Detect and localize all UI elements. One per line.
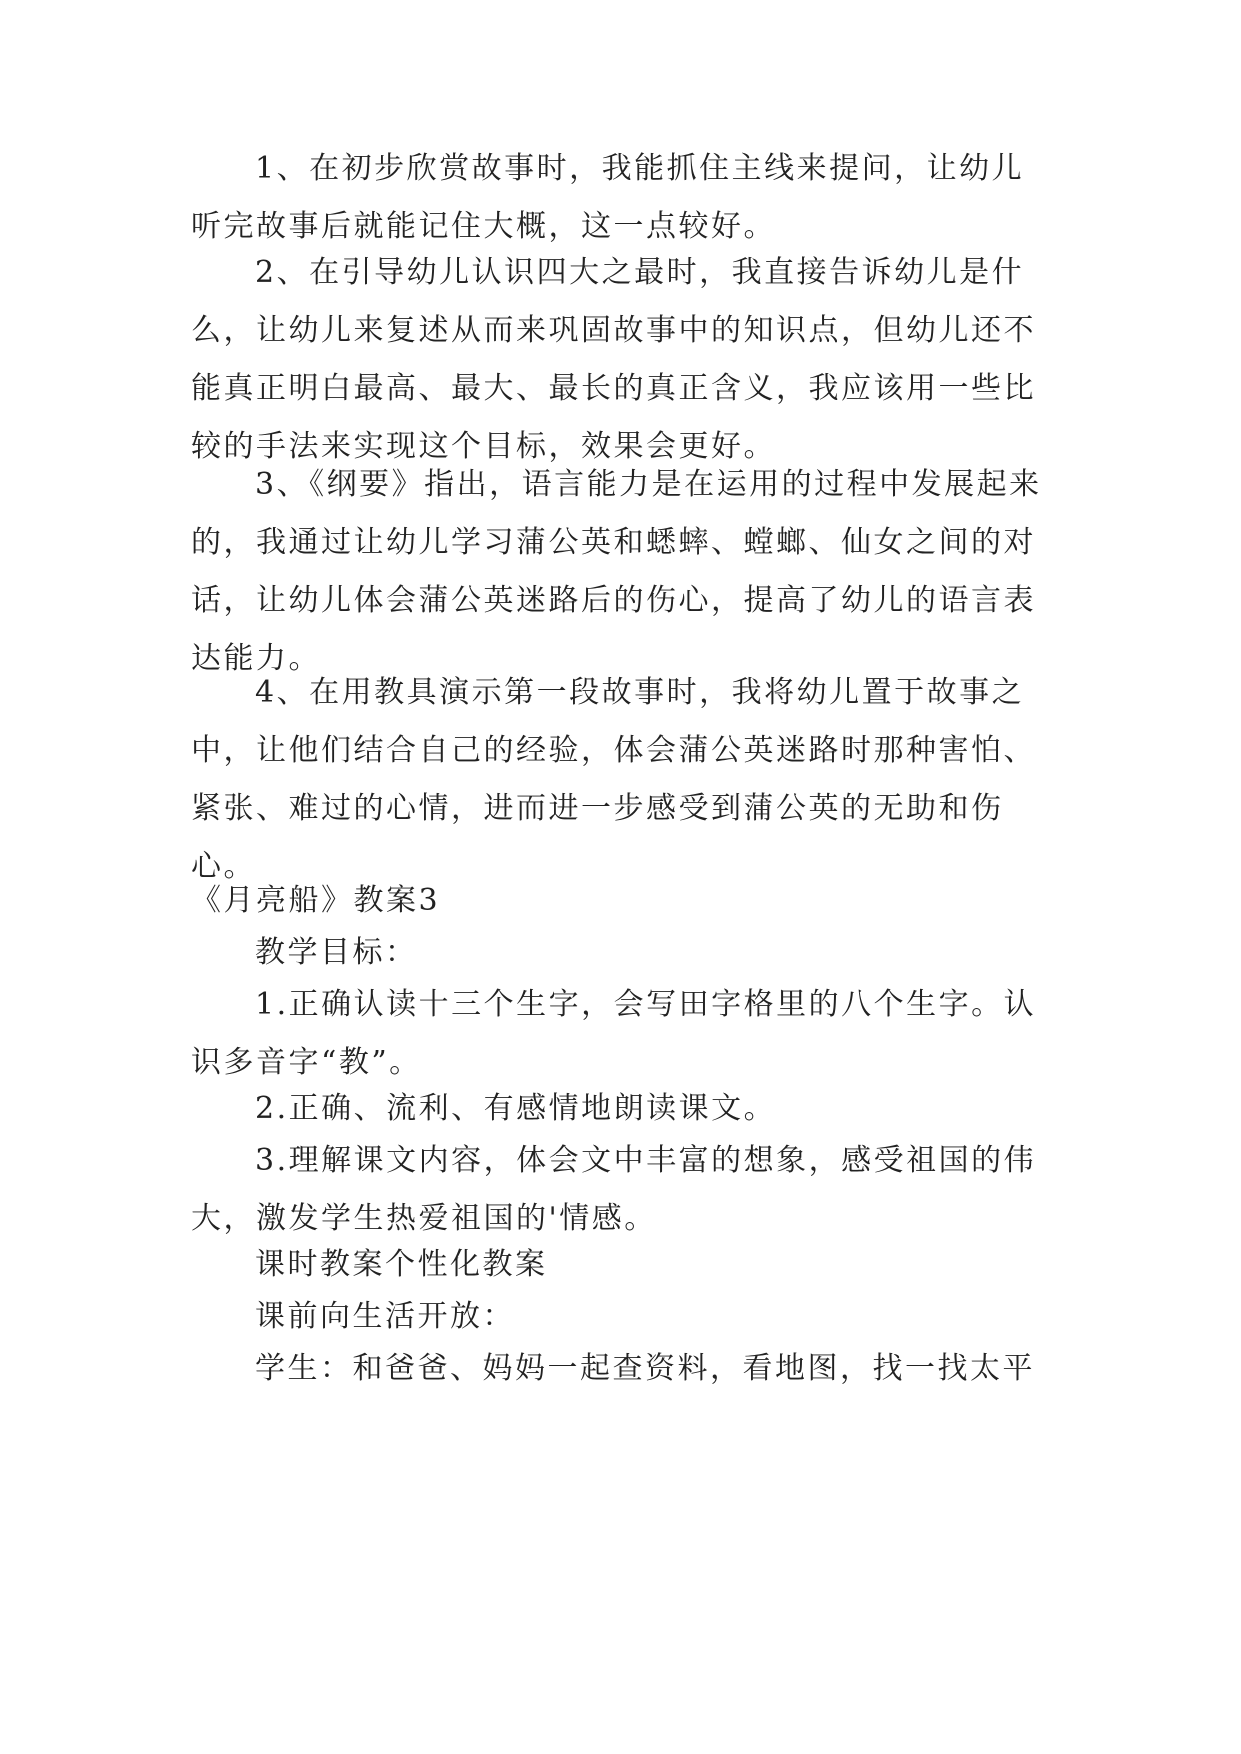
paragraph-4: 4、在用教具演示第一段故事时，我将幼儿置于故事之中，让他们结合自己的经验，体会蒲公英迷路时那种害怕、紧张、难过的心情，进而进一步感受到蒲公英的无助和伤心。 [191, 675, 1036, 884]
objective-3: 3.理解课文内容，体会文中丰富的想象，感受祖国的伟大，激发学生热爱祖国的'情感。 [191, 1143, 1037, 1236]
objectives-heading: 教学目标： [255, 935, 418, 970]
objective-2: 2.正确、流利、有感情地朗读课文。 [255, 1091, 777, 1126]
section-title: 《月亮船》教案3 [191, 883, 441, 918]
objective-1: 1.正确认读十三个生字，会写田字格里的八个生字。认识多音字“教”。 [191, 987, 1037, 1080]
paragraph-2: 2、在引导幼儿认识四大之最时，我直接告诉幼儿是什么，让幼儿来复述从而来巩固故事中的知识点，但幼儿还不能真正明白最高、最大、最长的真正含义，我应该用一些比较的手法来实现这个目标，效果会更好。 [191, 255, 1036, 464]
student-activity-text: 学生：和爸爸、妈妈一起查资料，看地图，找一找太平 [255, 1351, 1035, 1386]
paragraph-1: 1、在初步欣赏故事时，我能抓住主线来提问，让幼儿听完故事后就能记住大概，这一点较好。 [191, 151, 1025, 244]
paragraph-3: 3、《纲要》指出，语言能力是在运用的过程中发展起来的，我通过让幼儿学习蒲公英和蟋蟀、螳螂、仙女之间的对话，让幼儿体会蒲公英迷路后的伤心，提高了幼儿的语言表达能力。 [191, 467, 1042, 676]
lesson-plan-heading: 课时教案个性化教案 [255, 1247, 548, 1282]
pre-class-heading: 课前向生活开放： [255, 1299, 515, 1334]
